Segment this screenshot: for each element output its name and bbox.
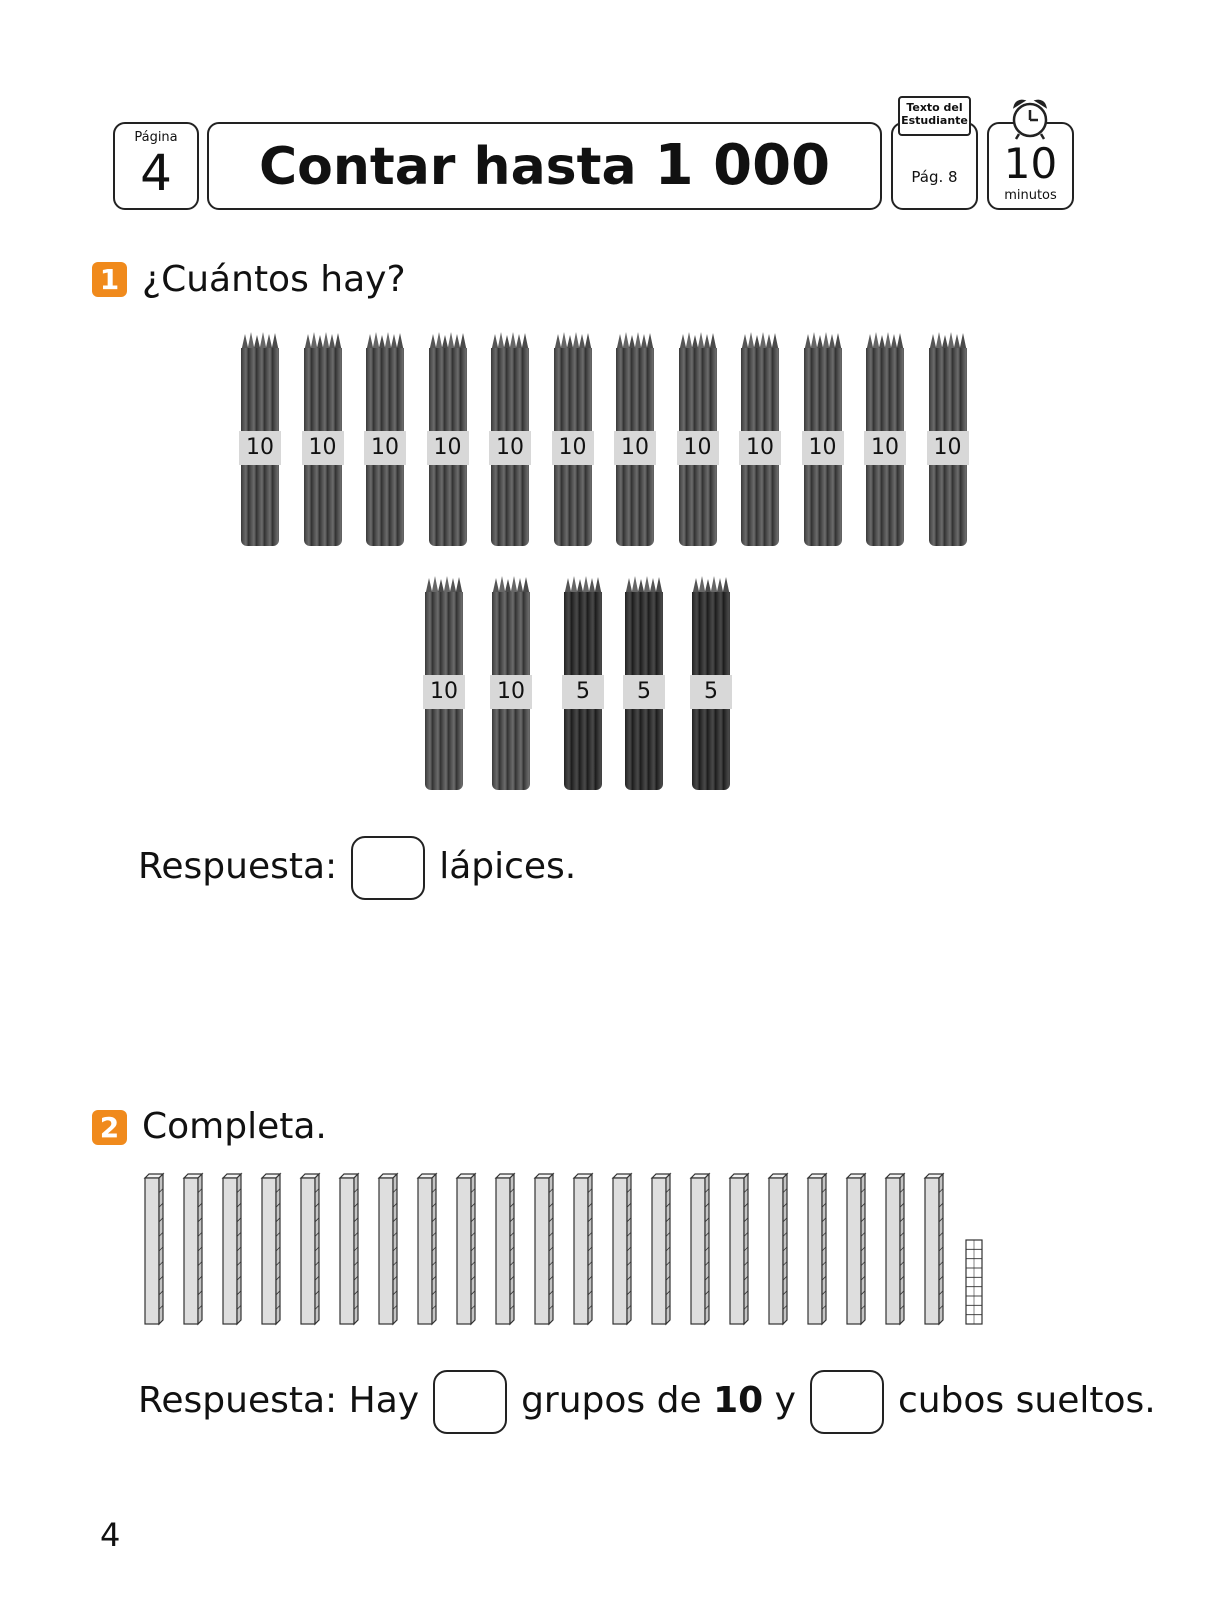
pencil-bundle-1-4 (427, 330, 469, 550)
ten-rod-11 (533, 1172, 555, 1326)
page-number-box (113, 122, 199, 210)
answer-2-ten: 10 (713, 1380, 764, 1421)
ten-rod-3 (221, 1172, 243, 1326)
bundle-label: 10 (802, 431, 844, 465)
ten-rod-9 (455, 1172, 477, 1326)
pencil-bundle-2-1 (423, 574, 465, 794)
answer-2-loose-input-box[interactable] (810, 1370, 884, 1434)
ten-rod-13 (611, 1172, 633, 1326)
bundle-label: 10 (927, 431, 969, 465)
ten-rod-20 (884, 1172, 906, 1326)
pencil-bundle-1-7 (614, 330, 656, 550)
ten-rod-10 (494, 1172, 516, 1326)
bundle-label: 10 (739, 431, 781, 465)
page-number: 4 (140, 144, 172, 202)
ten-rod-19 (845, 1172, 867, 1326)
pencil-bundle-1-8 (677, 330, 719, 550)
book-label-line2: Estudiante (901, 114, 968, 127)
pencil-bundle-2-3 (562, 574, 604, 794)
answer-2-prefix: Respuesta: Hay (138, 1380, 420, 1421)
pencil-bundle-1-10 (802, 330, 844, 550)
bundle-label: 10 (864, 431, 906, 465)
bundle-label: 10 (423, 675, 465, 709)
pencil-bundle-1-9 (739, 330, 781, 550)
page-title (209, 134, 880, 199)
answer-1-suffix: lápices. (439, 846, 577, 887)
ten-rod-4 (260, 1172, 282, 1326)
bundle-label: 10 (364, 431, 406, 465)
ten-rod-16 (728, 1172, 750, 1326)
pencil-bundle-2-2 (490, 574, 532, 794)
answer-2-suffix: cubos sueltos. (897, 1380, 1156, 1421)
bundle-label: 5 (562, 675, 604, 709)
pencil-bundle-1-6 (552, 330, 594, 550)
question-2-prompt: Completa. (142, 1106, 327, 1147)
ten-rod-12 (572, 1172, 594, 1326)
time-unit: minutos (1004, 188, 1057, 203)
ten-rod-15 (689, 1172, 711, 1326)
ten-rod-18 (806, 1172, 828, 1326)
book-label-line1: Texto del (906, 101, 963, 114)
pencil-bundle-1-11 (864, 330, 906, 550)
question-1-answer-line (138, 836, 576, 900)
time-value: 10 (1003, 139, 1058, 188)
ten-rod-14 (650, 1172, 672, 1326)
question-2-answer-line (138, 1370, 1156, 1434)
ten-rod-8 (416, 1172, 438, 1326)
textbook-page: Pág. 8 (911, 168, 958, 186)
ten-rod-17 (767, 1172, 789, 1326)
alarm-clock-icon (1005, 96, 1055, 142)
title-box (207, 122, 882, 210)
pencil-bundle-1-12 (927, 330, 969, 550)
answer-2-mid: grupos de (521, 1380, 702, 1421)
title-number: 1 000 (654, 133, 831, 198)
pencil-bundle-2-4 (623, 574, 665, 794)
question-1-badge: 1 (92, 262, 127, 297)
book-icon (898, 96, 971, 136)
ten-rod-6 (338, 1172, 360, 1326)
answer-2-groups-input-box[interactable] (433, 1370, 507, 1434)
bundle-label: 10 (614, 431, 656, 465)
ten-rod-5 (299, 1172, 321, 1326)
question-2-badge: 2 (92, 1110, 127, 1145)
bundle-label: 10 (302, 431, 344, 465)
pencil-bundle-1-2 (302, 330, 344, 550)
bundle-label: 10 (489, 431, 531, 465)
pencil-bundle-1-5 (489, 330, 531, 550)
ten-rod-21 (923, 1172, 945, 1326)
pencil-bundle-1-3 (364, 330, 406, 550)
answer-1-prefix: Respuesta: (138, 846, 338, 887)
bundle-label: 10 (490, 675, 532, 709)
bundle-label: 10 (552, 431, 594, 465)
answer-1-input-box[interactable] (351, 836, 425, 900)
bundle-label: 5 (690, 675, 732, 709)
bundle-label: 5 (623, 675, 665, 709)
title-text: Contar hasta (258, 137, 655, 197)
loose-cubes-stack (964, 1238, 986, 1326)
bundle-label: 10 (677, 431, 719, 465)
footer-page-number: 4 (100, 1516, 121, 1554)
ten-rod-1 (143, 1172, 165, 1326)
page-label: Página (134, 130, 178, 145)
ten-rod-2 (182, 1172, 204, 1326)
answer-2-and: y (774, 1380, 796, 1421)
pencil-bundle-1-1 (239, 330, 281, 550)
pencil-bundle-2-5 (690, 574, 732, 794)
bundle-label: 10 (239, 431, 281, 465)
bundle-label: 10 (427, 431, 469, 465)
question-1-prompt: ¿Cuántos hay? (142, 259, 406, 300)
ten-rod-7 (377, 1172, 399, 1326)
